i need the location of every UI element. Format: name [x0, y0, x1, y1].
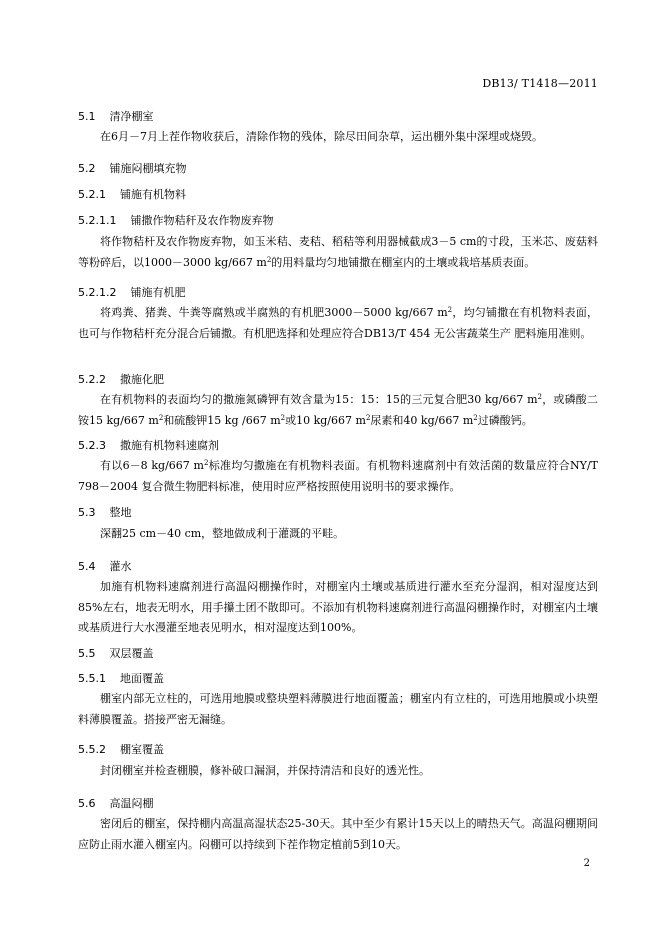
section-heading-5-2: [78, 160, 187, 176]
paragraph-text: 尿素和40 kg/667 m: [370, 413, 474, 427]
section-title: 地面覆盖: [120, 672, 164, 685]
paragraph-text: 和硫酸钾15 kg /667 m: [163, 413, 281, 427]
document-code: DB13/ T1418—2011: [482, 77, 598, 90]
paragraph-5-2-3: [78, 456, 602, 497]
paragraph-5-2-1-2: [78, 303, 598, 344]
paragraph-text: 的用料量均匀地铺撒在棚室内的土壤或栽培基质表面。: [271, 255, 536, 269]
section-title: 棚室覆盖: [120, 743, 164, 756]
section-title: 清净棚室: [109, 110, 154, 123]
paragraph-text: 标准均匀撒施在有机物料表面。有机物料速腐剂中有效活菌的数量应符合NY/T 798－2004 复合微生物肥料标准，使用时应严格按照使用说明书的要求操作。: [78, 459, 602, 493]
section-title: 撒施化肥: [120, 373, 164, 386]
paragraph-text: 过磷酸钙。: [477, 413, 533, 427]
section-title: 双层覆盖: [109, 647, 154, 660]
section-heading-5-5-2: [78, 741, 164, 757]
paragraph-5-2-2: [78, 390, 598, 431]
superscript: 2: [473, 413, 478, 422]
superscript: 2: [537, 393, 543, 401]
section-title: 高温闷棚: [109, 797, 154, 810]
paragraph-5-5-2: 封闭棚室并检查棚膜，修补破口漏洞，并保持清洁和良好的透光性。: [100, 764, 430, 777]
section-heading-5-5: [78, 645, 154, 661]
section-heading-5-6: [78, 795, 154, 811]
superscript: 2: [266, 255, 272, 264]
superscript: 2: [204, 459, 209, 467]
paragraph-text: 或10 kg/667 m: [285, 413, 366, 427]
section-number: 5.4: [78, 560, 96, 573]
paragraph-text: 将鸡粪、猪粪、牛粪等腐熟或半腐熟的有机肥3000－5000 kg/667 m: [100, 306, 448, 319]
section-heading-5-3: [78, 504, 132, 520]
section-number: 5.3: [78, 506, 96, 519]
paragraph-5-3: 深翻25 cm－40 cm，整地做成利于灌溉的平畦。: [100, 527, 345, 540]
paragraph-5-5-1: 棚室内部无立柱的，可选用地膜或整块塑料薄膜进行地面覆盖；棚室内有立柱的，可选用地膜或小块塑料薄膜覆盖。搭接严密无漏缝。: [78, 692, 598, 726]
section-number: 5.2.1: [78, 188, 106, 201]
section-number: 5.2.1.1: [78, 214, 117, 227]
section-heading-5-2-1: [78, 186, 186, 202]
superscript: 2: [365, 413, 371, 422]
section-title: 铺施闷棚填充物: [109, 162, 187, 175]
superscript: 2: [447, 306, 453, 314]
paragraph-text: ，均匀铺撒在有机物料表面，也可与作物秸杆充分混合后铺撒。有机肥选择和处理应符合DB13/T 454 无公害蔬菜生产 肥料施用准则。: [78, 306, 599, 340]
superscript: 2: [280, 413, 286, 422]
section-number: 5.6: [78, 797, 96, 810]
section-number: 5.5: [78, 647, 96, 660]
paragraph-5-1: 在6月－7月上茬作物收获后，清除作物的残体，除尽田间杂草，运出棚外集中深埋或烧毁。: [100, 130, 543, 143]
page-number: 2: [583, 858, 590, 869]
superscript: 2: [158, 413, 164, 422]
section-title: 铺施有机肥: [130, 286, 186, 299]
section-heading-5-2-1-2: [78, 284, 185, 300]
section-number: 5.2.3: [78, 439, 106, 452]
section-heading-5-2-1-1: [78, 212, 273, 228]
paragraph-5-2-1-1: [78, 232, 598, 273]
paragraph-text: 有以6－8 kg/667 m: [100, 459, 204, 472]
section-heading-5-2-3: [78, 437, 219, 453]
section-number: 5.5.1: [78, 672, 106, 685]
section-title: 整地: [109, 506, 132, 519]
section-number: 5.2.2: [78, 373, 106, 386]
section-heading-5-1: [78, 108, 154, 124]
paragraph-5-4: 加施有机物料速腐剂进行高温闷棚操作时，对棚室内土壤或基质进行灌水至充分湿润，相对湿度达到85%左右，地表无明水，用手攥土团不散即可。不添加有机物料速腐剂进行高温闷棚操作时，对棚室内土壤或基质进行大水漫灌至地表见明水，相对湿度达到100%。: [78, 580, 598, 634]
section-number: 5.2.1.2: [78, 286, 117, 299]
paragraph-5-6: 密闭后的棚室，保持棚内高温高湿状态25-30天。其中至少有累计15天以上的晴热天气。高温闷棚期间应防止雨水灌入棚室内。闷棚可以持续到下茬作物定植前5到10天。: [78, 817, 598, 851]
section-number: 5.1: [78, 110, 96, 123]
section-heading-5-2-2: [78, 371, 164, 387]
section-title: 撒施有机物料速腐剂: [120, 439, 219, 452]
section-number: 5.2: [78, 162, 96, 175]
paragraph-text: 在有机物料的表面均匀的撒施氮磷钾有效含量为15：15：15的三元复合肥30 kg/667 m: [100, 393, 538, 406]
section-heading-5-5-1: [78, 670, 164, 686]
section-title: 灌水: [109, 560, 132, 573]
section-title: 铺撒作物秸秆及农作物废弃物: [130, 214, 274, 227]
paragraph-text: ，或磷酸二铵15 kg/667 m: [78, 393, 599, 427]
paragraph-text: 将作物秸杆及农作物废弃物，如玉米秸、麦秸、稻秸等利用器械截成3－5 cm的寸段，玉米芯、废菇料等粉碎后，以1000－3000 kg/667 m: [78, 235, 598, 269]
section-title: 铺施有机物料: [120, 188, 186, 201]
section-number: 5.5.2: [78, 743, 106, 756]
section-heading-5-4: [78, 558, 132, 574]
